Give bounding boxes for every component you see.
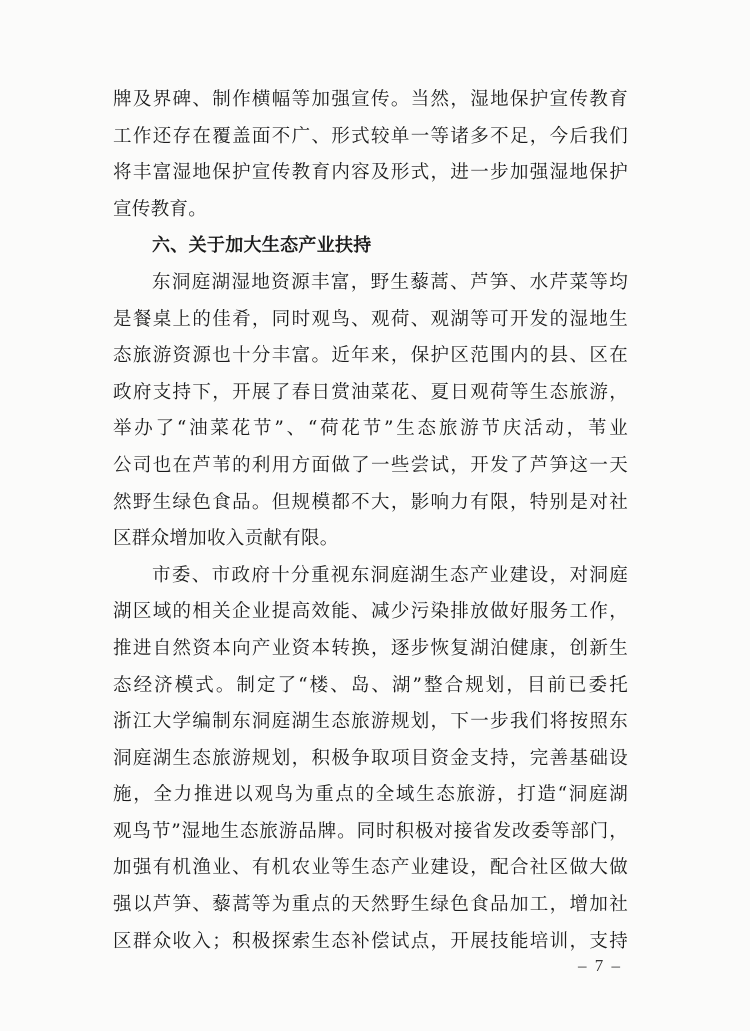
body-line: 举办了“油菜花节”、“荷花节”生态旅游节庆活动，苇业 [113,418,628,440]
body-line: 态旅游资源也十分丰富。近年来，保护区范围内的县、区在 [113,345,628,367]
body-line: 浙江大学编制东洞庭湖生态旅游规划，下一步我们将按照东 [113,711,628,733]
document-body [113,82,628,960]
body-line: 公司也在芦苇的利用方面做了一些尝试，开发了芦笋这一天 [113,454,628,476]
body-line: 湖区域的相关企业提高效能、减少污染排放做好服务工作， [113,601,628,623]
body-line: 洞庭湖生态旅游规划，积极争取项目资金支持，完善基础设 [113,747,628,769]
paragraph-first-line: 东洞庭湖湿地资源丰富，野生藜蒿、芦笋、水芹菜等均 [152,271,628,293]
body-line: 强以芦笋、藜蒿等为重点的天然野生绿色食品加工，增加社 [113,894,628,916]
body-line: 态经济模式。制定了“楼、岛、湖”整合规划，目前已委托 [113,674,628,696]
body-line: 牌及界碑、制作横幅等加强宣传。当然，湿地保护宣传教育 [113,89,628,110]
body-line: 区群众收入；积极探索生态补偿试点，开展技能培训，支持 [113,930,628,952]
body-line: 加强有机渔业、有机农业等生态产业建设，配合社区做大做 [113,857,628,879]
body-line: 区群众增加收入贡献有限。 [113,528,339,550]
body-line: 施，全力推进以观鸟为重点的全域生态旅游，打造“洞庭湖 [113,784,628,806]
body-line: 是餐桌上的佳肴，同时观鸟、观荷、观湖等可开发的湿地生 [113,308,628,330]
body-line: 工作还存在覆盖面不广、形式较单一等诸多不足，今后我们 [113,125,628,147]
body-line: 将丰富湿地保护宣传教育内容及形式，进一步加强湿地保护 [113,162,628,184]
body-line: 政府支持下，开展了春日赏油菜花、夏日观荷等生态旅游， [113,381,628,403]
body-line: 宣传教育。 [113,198,208,220]
section-heading: 六、关于加大生态产业扶持 [152,235,372,257]
body-line: 推进自然资本向产业资本转换，逐步恢复湖泊健康，创新生 [113,637,628,659]
page-number: – 7 – [578,956,622,975]
body-line: 观鸟节”湿地生态旅游品牌。同时积极对接省发改委等部门， [113,820,628,842]
body-line: 然野生绿色食品。但规模都不大，影响力有限，特别是对社 [113,491,628,513]
paragraph-first-line: 市委、市政府十分重视东洞庭湖生态产业建设，对洞庭 [152,564,628,586]
